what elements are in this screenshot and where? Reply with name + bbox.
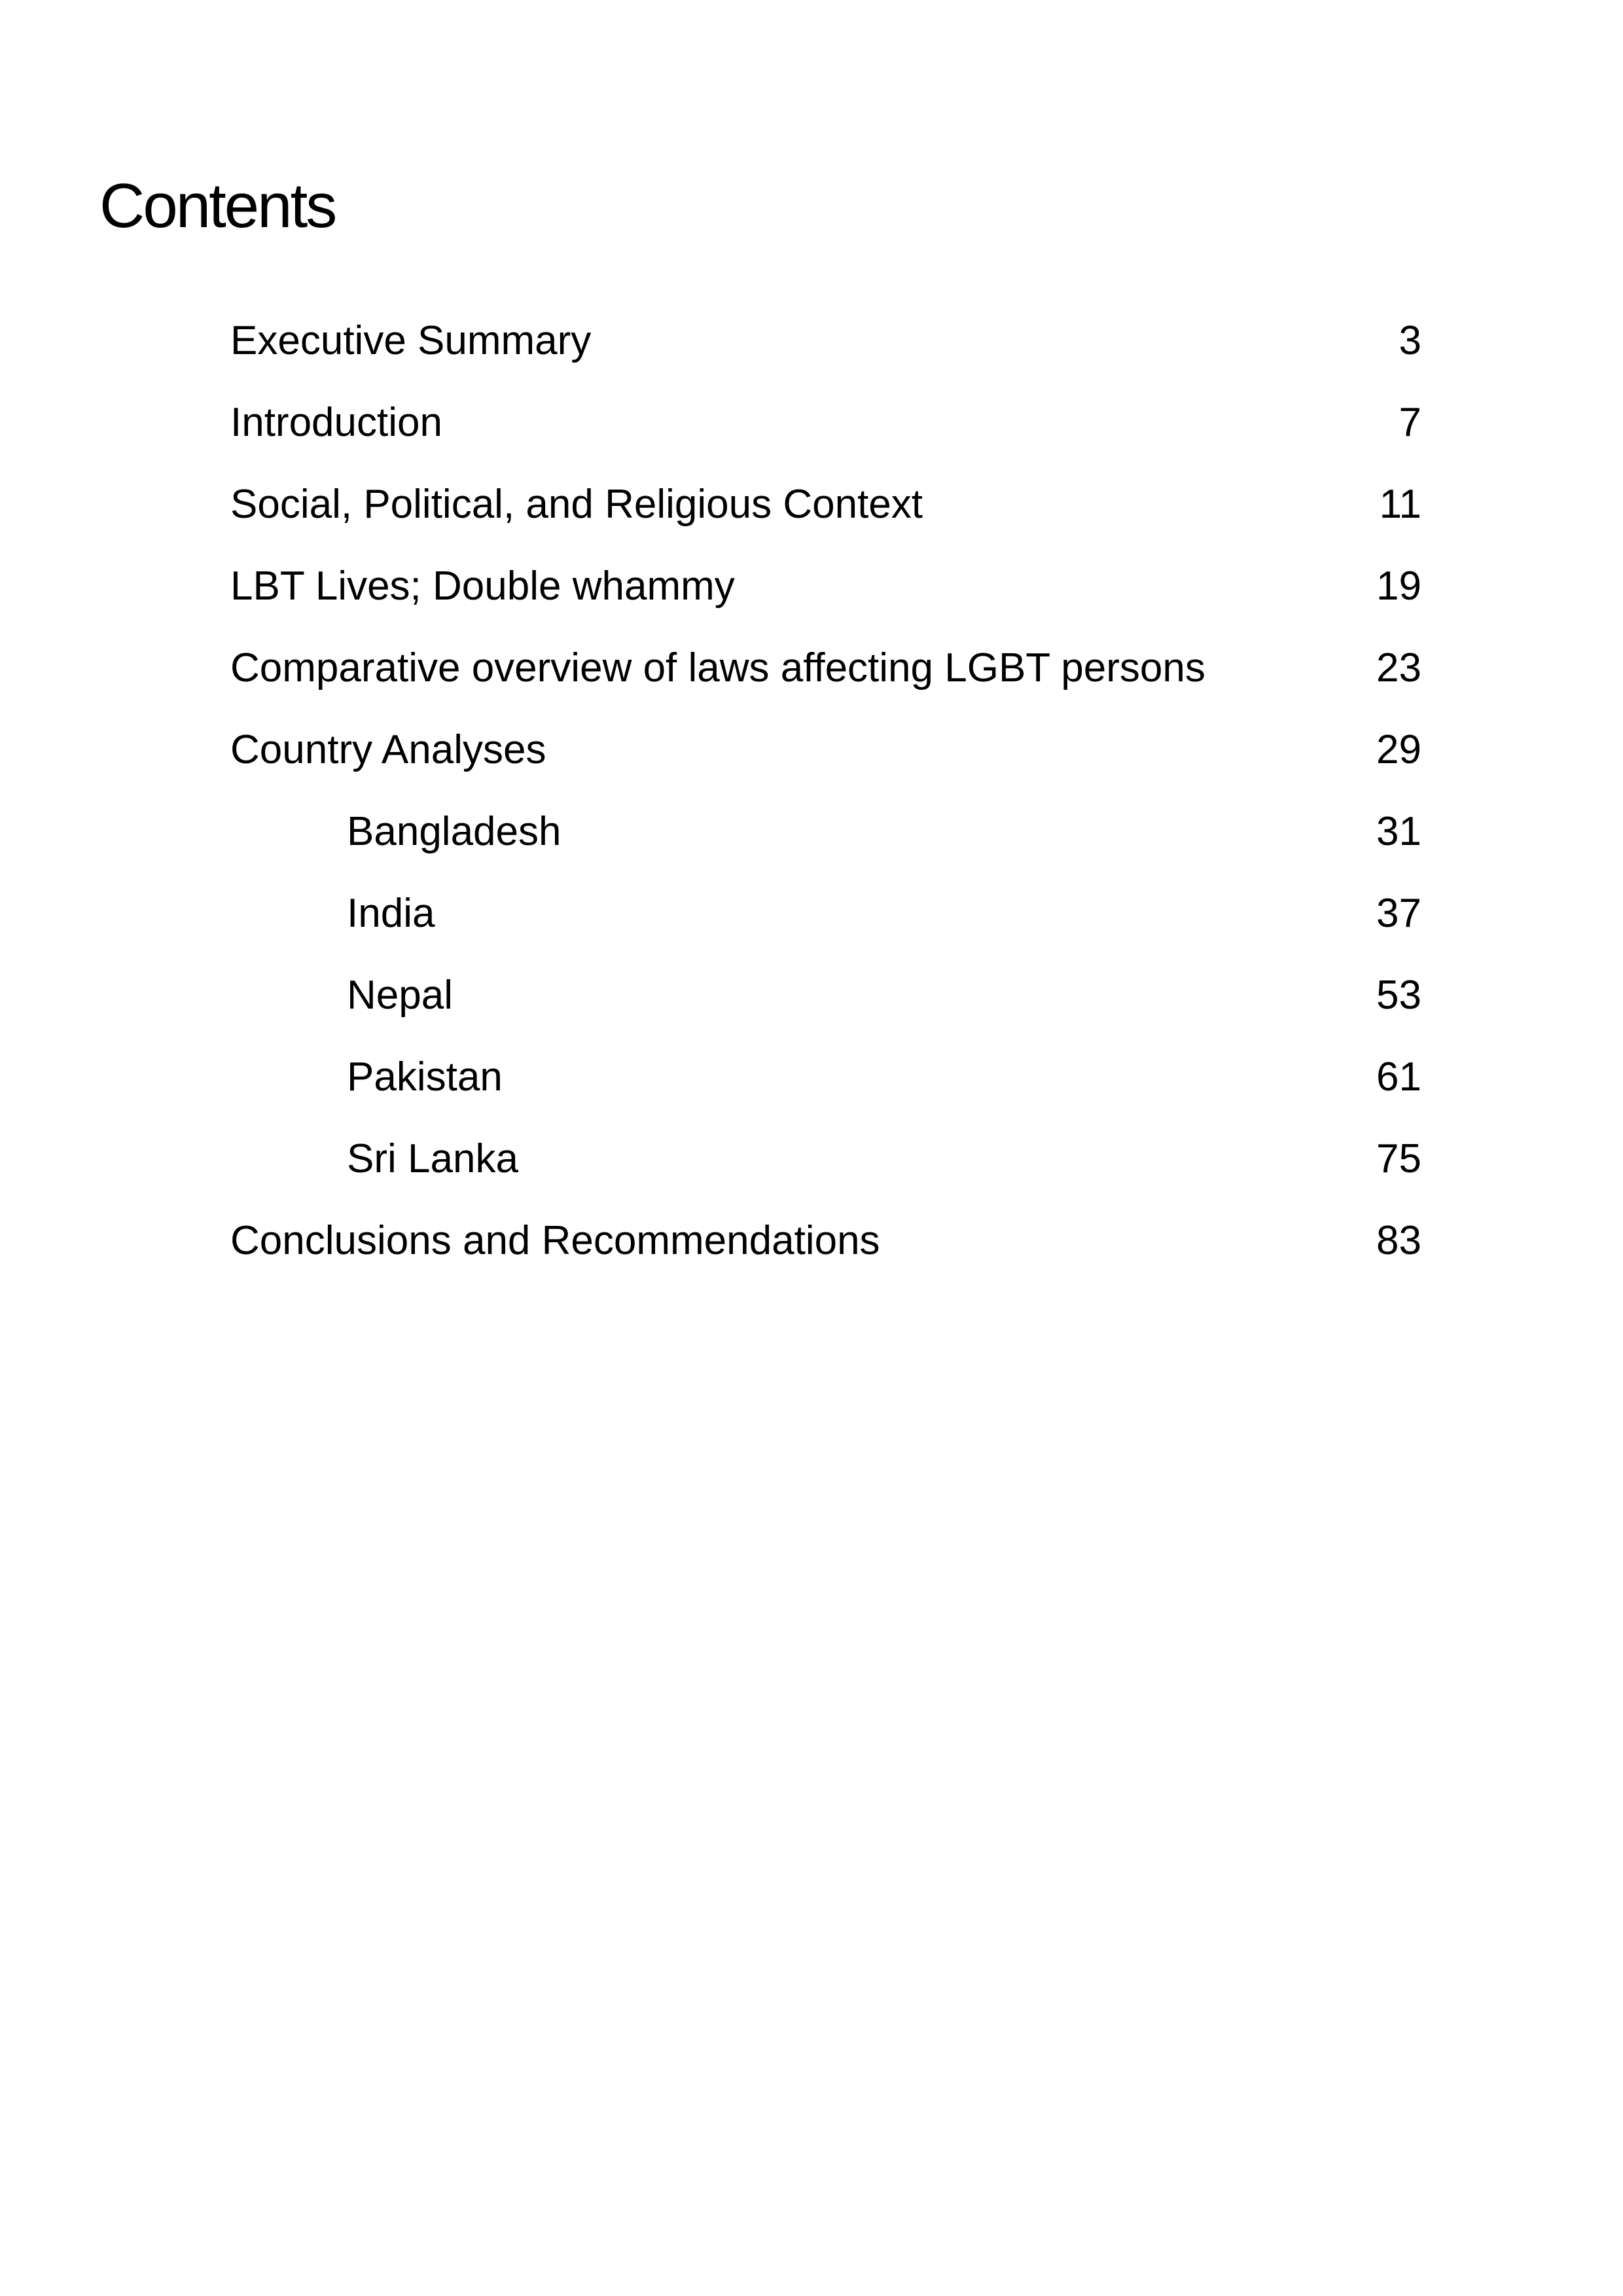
toc-entry-page-number: 31 [1376,808,1421,854]
toc-entry-lbt-lives[interactable] [230,545,1421,627]
toc-entry-page-number: 3 [1399,317,1421,363]
toc-entry-label: Conclusions and Recommendations [230,1217,880,1263]
toc-entry-label: Sri Lanka [347,1136,518,1181]
toc-entry-sri-lanka[interactable] [230,1118,1421,1200]
toc-entry-page-number: 19 [1376,563,1421,609]
toc-entry-nepal[interactable] [230,954,1421,1036]
toc-entry-bangladesh[interactable] [230,791,1421,872]
toc-entry-label: Comparative overview of laws affecting LGBT persons [230,645,1205,691]
toc-entry-page-number: 23 [1376,645,1421,691]
toc-entry-page-number: 75 [1376,1136,1421,1181]
toc-entry-label: Executive Summary [230,317,592,363]
toc-entry-india[interactable] [230,872,1421,954]
toc-entry-page-number: 11 [1379,481,1421,527]
toc-entry-label: Nepal [347,972,453,1018]
toc-entry-label: Social, Political, and Religious Context [230,481,923,527]
toc-entry-label: Country Analyses [230,726,546,772]
toc-entry-page-number: 37 [1376,890,1421,936]
page-title: Contents [99,171,336,241]
toc-entry-introduction[interactable] [230,382,1421,463]
toc-entry-conclusions[interactable] [230,1200,1421,1282]
toc-entry-page-number: 83 [1376,1217,1421,1263]
toc-entry-label: India [347,890,435,936]
table-of-contents [230,300,1421,1282]
toc-entry-pakistan[interactable] [230,1036,1421,1118]
toc-entry-comparative-overview[interactable] [230,627,1421,709]
toc-entry-page-number: 61 [1376,1054,1421,1100]
toc-entry-executive-summary[interactable] [230,300,1421,382]
toc-entry-page-number: 29 [1376,726,1421,772]
toc-entry-label: Introduction [230,399,442,445]
toc-entry-page-number: 7 [1399,399,1421,445]
toc-entry-label: Bangladesh [347,808,562,854]
toc-entry-context[interactable] [230,463,1421,545]
toc-entry-label: Pakistan [347,1054,503,1100]
toc-entry-page-number: 53 [1376,972,1421,1018]
toc-entry-label: LBT Lives; Double whammy [230,563,735,609]
toc-entry-country-analyses[interactable] [230,709,1421,791]
